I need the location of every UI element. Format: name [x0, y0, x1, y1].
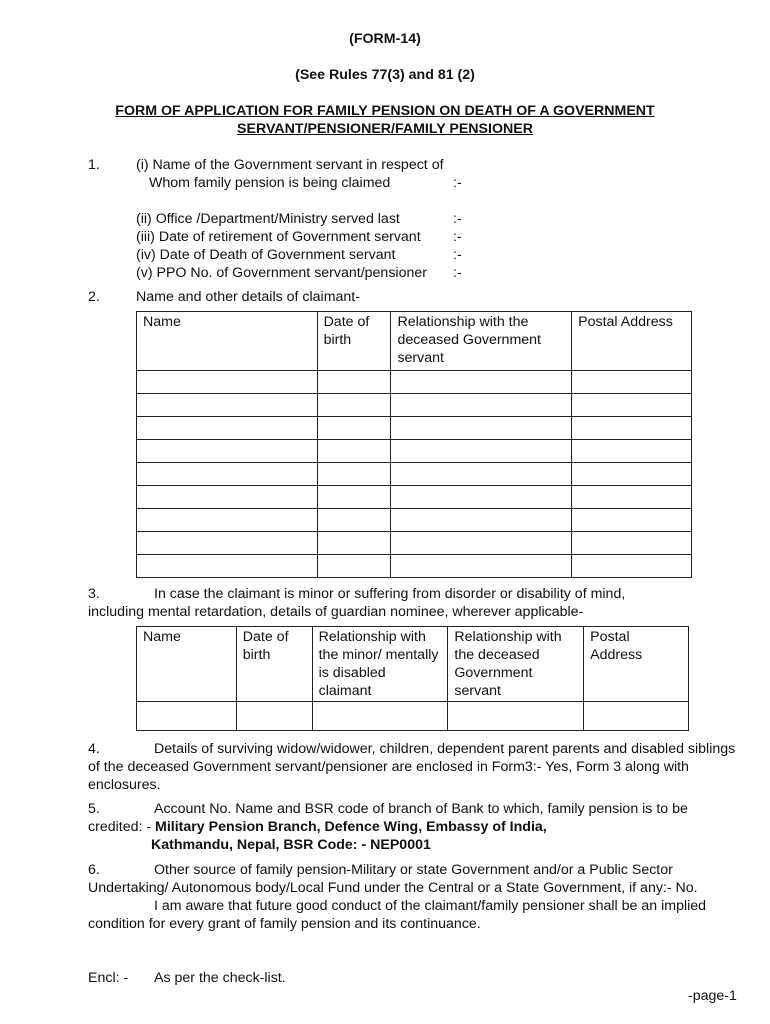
rules-reference: (See Rules 77(3) and 81 (2): [295, 67, 475, 83]
table-cell[interactable]: [312, 702, 448, 731]
table-cell[interactable]: [137, 371, 318, 394]
section-3-line2: including mental retardation, details of guardian nominee, wherever applicable-: [88, 604, 584, 620]
guardian-col-dob: Date of birth: [236, 627, 312, 702]
table-cell[interactable]: [317, 463, 391, 486]
table-row: [137, 417, 692, 440]
bank-branch-line1: Military Pension Branch, Defence Wing, Embassy of India,: [155, 819, 547, 835]
form-title-line2: SERVANT/PENSIONER/FAMILY PENSIONER: [237, 121, 533, 137]
section-4-number: 4.: [88, 741, 100, 757]
table-row: [137, 394, 692, 417]
form-number: (FORM-14): [349, 31, 421, 47]
section-6-number: 6.: [88, 862, 100, 878]
table-cell[interactable]: [317, 440, 391, 463]
table-cell[interactable]: [137, 417, 318, 440]
table-cell[interactable]: [236, 702, 312, 731]
table-cell[interactable]: [317, 555, 391, 578]
table-cell[interactable]: [572, 417, 692, 440]
guardian-col-address: Postal Address: [584, 627, 689, 702]
table-cell[interactable]: [572, 463, 692, 486]
section-2-number: 2.: [88, 289, 100, 305]
s1-item-v: (v) PPO No. of Government servant/pensioner: [136, 265, 427, 281]
section-1-number: 1.: [88, 157, 100, 173]
claimant-table-header: [137, 312, 692, 371]
claimant-col-relationship: Relationship with the deceased Government servant: [391, 312, 572, 371]
table-cell[interactable]: [391, 371, 572, 394]
form-title-line1: FORM OF APPLICATION FOR FAMILY PENSION ON DEATH OF A GOVERNMENT: [115, 103, 655, 119]
table-cell[interactable]: [572, 486, 692, 509]
declaration-text: I am aware that future good conduct of the claimant/family pensioner shall be an implied condition for every grant of family pension and its continuance.: [88, 898, 707, 932]
table-cell[interactable]: [572, 509, 692, 532]
guardian-table: [136, 626, 689, 731]
table-row: [137, 440, 692, 463]
table-cell[interactable]: [137, 440, 318, 463]
s1-item-ii: (ii) Office /Department/Ministry served last: [136, 211, 400, 227]
s1-item-i-sep: :-: [453, 175, 462, 191]
s1-item-iii: (iii) Date of retirement of Government servant: [136, 229, 421, 245]
table-cell[interactable]: [317, 509, 391, 532]
table-cell[interactable]: [317, 417, 391, 440]
table-cell[interactable]: [137, 555, 318, 578]
table-cell[interactable]: [137, 702, 237, 731]
enclosure-text: As per the check-list.: [154, 970, 286, 986]
page-number: -page-1: [688, 988, 737, 1004]
s1-item-iv-sep: :-: [453, 247, 462, 263]
table-cell[interactable]: [391, 440, 572, 463]
claimant-col-name: Name: [137, 312, 318, 371]
s1-item-ii-sep: :-: [453, 211, 462, 227]
table-cell[interactable]: [391, 532, 572, 555]
section-4-text: Details of surviving widow/widower, children, dependent parent parents and disabled siblings of the deceased Government servant/pensioner are enclosed in Form3:- Yes, Form 3 along with enclosures.: [88, 741, 736, 793]
table-row: [137, 371, 692, 394]
table-cell[interactable]: [391, 486, 572, 509]
table-cell[interactable]: [391, 555, 572, 578]
table-cell[interactable]: [391, 463, 572, 486]
section-5-text: Account No. Name and BSR code of branch of Bank to which, family pension is to be credited: -: [88, 801, 688, 835]
table-cell[interactable]: [391, 417, 572, 440]
section-4: [88, 740, 738, 794]
guardian-col-relationship-minor: Relationship with the minor/ mentally is disabled claimant: [312, 627, 448, 702]
s1-item-i-line1: (i) Name of the Government servant in respect of: [136, 157, 444, 173]
s1-item-i-line2: Whom family pension is being claimed: [149, 175, 391, 191]
guardian-col-relationship-deceased: Relationship with the deceased Government servant: [448, 627, 584, 702]
table-cell[interactable]: [137, 486, 318, 509]
section-6: [88, 861, 728, 933]
table-cell[interactable]: [317, 394, 391, 417]
table-cell[interactable]: [584, 702, 689, 731]
s1-item-v-sep: :-: [453, 265, 462, 281]
table-cell[interactable]: [391, 394, 572, 417]
section-5: [88, 800, 738, 854]
bank-branch-line2: Kathmandu, Nepal, BSR Code: - NEP0001: [151, 837, 431, 853]
table-cell[interactable]: [572, 440, 692, 463]
table-cell[interactable]: [572, 532, 692, 555]
s1-item-iv: (iv) Date of Death of Government servant: [136, 247, 396, 263]
guardian-col-name: Name: [137, 627, 237, 702]
table-row: [137, 532, 692, 555]
table-cell[interactable]: [317, 371, 391, 394]
table-cell[interactable]: [572, 555, 692, 578]
table-row: [137, 555, 692, 578]
table-cell[interactable]: [572, 394, 692, 417]
table-cell[interactable]: [448, 702, 584, 731]
table-row: [137, 509, 692, 532]
section-2-heading: Name and other details of claimant-: [136, 289, 360, 305]
table-row: [137, 463, 692, 486]
table-cell[interactable]: [317, 532, 391, 555]
table-cell[interactable]: [137, 463, 318, 486]
claimant-col-dob: Date of birth: [317, 312, 391, 371]
enclosure-label: Encl: -: [88, 970, 129, 986]
table-cell[interactable]: [572, 371, 692, 394]
guardian-table-header: [137, 627, 689, 702]
claimant-table: [136, 311, 692, 578]
table-cell[interactable]: [317, 486, 391, 509]
section-3-number: 3.: [88, 586, 100, 602]
s1-item-iii-sep: :-: [453, 229, 462, 245]
section-3-line1: [88, 585, 625, 603]
table-cell[interactable]: [137, 509, 318, 532]
table-row: [137, 486, 692, 509]
claimant-col-address: Postal Address: [572, 312, 692, 371]
section-3-text: In case the claimant is minor or suffering from disorder or disability of mind,: [154, 586, 626, 602]
section-6-text: Other source of family pension-Military or state Government and/or a Public Sector Undertaking/ Autonomous body/Local Fund under the Central or a State Government, if any:- No.: [88, 862, 698, 896]
table-cell[interactable]: [137, 394, 318, 417]
table-cell[interactable]: [391, 509, 572, 532]
section-5-number: 5.: [88, 801, 100, 817]
table-cell[interactable]: [137, 532, 318, 555]
table-row: [137, 702, 689, 731]
